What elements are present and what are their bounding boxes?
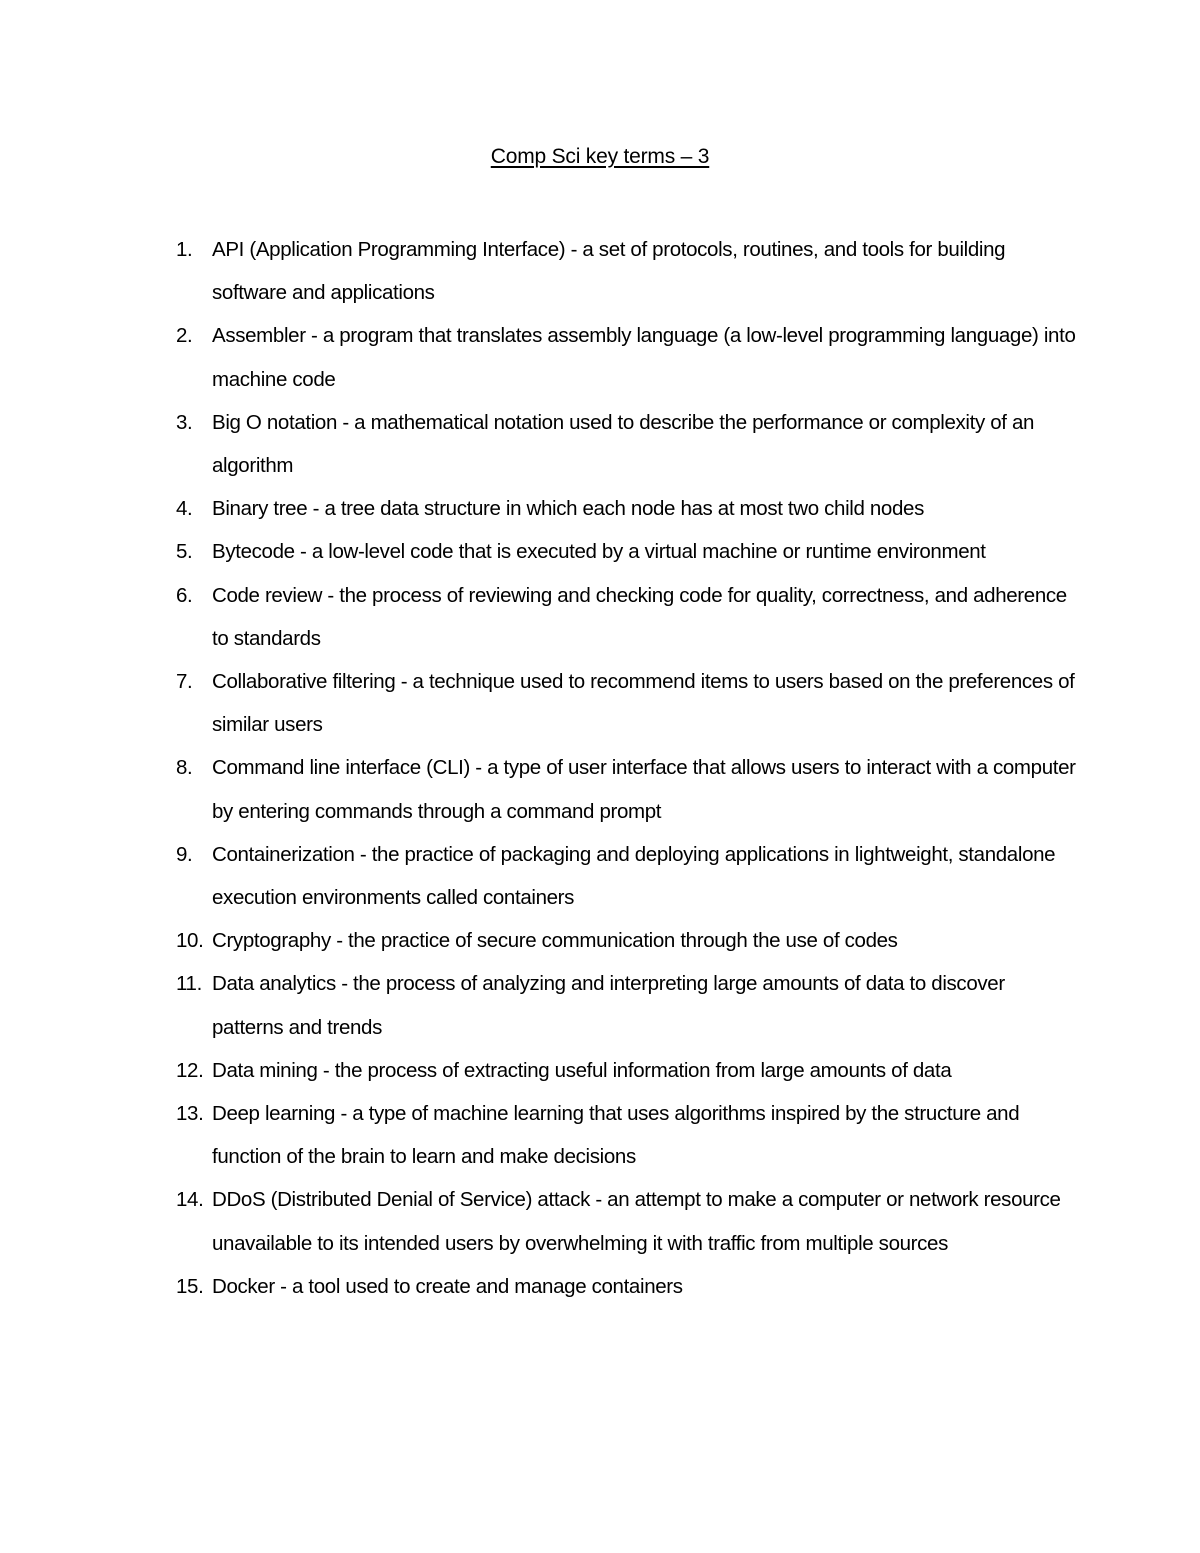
list-item bbox=[176, 401, 1076, 487]
item-text: API (Application Programming Interface) - a set of protocols, routines, and tools for building software and applications bbox=[212, 238, 1006, 305]
list-item bbox=[176, 1265, 1076, 1308]
item-text: Containerization - the practice of packaging and deploying applications in lightweight, standalone execution environments called containers bbox=[212, 842, 1056, 910]
item-text: Collaborative filtering - a technique used to recommend items to users based on the preferences of similar users bbox=[212, 670, 1075, 737]
item-number: 12. bbox=[176, 1058, 204, 1082]
list-item bbox=[176, 1178, 1076, 1264]
item-text: Binary tree - a tree data structure in which each node has at most two child nodes bbox=[212, 497, 924, 521]
list-item bbox=[176, 574, 1076, 660]
item-text: Cryptography - the practice of secure communication through the use of codes bbox=[212, 929, 898, 953]
key-terms-list bbox=[176, 228, 1076, 1308]
item-number: 1. bbox=[176, 238, 193, 261]
item-number: 14. bbox=[176, 1188, 204, 1212]
item-text: DDoS (Distributed Denial of Service) attack - an attempt to make a computer or network resource unavailable to its intended users by overwhelming it with traffic from multiple sources bbox=[212, 1188, 1061, 1255]
item-text: Big O notation - a mathematical notation used to describe the performance or complexity of an algorithm bbox=[212, 410, 1035, 478]
list-item bbox=[176, 833, 1076, 919]
item-number: 2. bbox=[176, 324, 193, 348]
item-number: 13. bbox=[176, 1102, 204, 1126]
item-number: 4. bbox=[176, 497, 193, 521]
list-item bbox=[176, 487, 1076, 530]
item-text: Data mining - the process of extracting useful information from large amounts of data bbox=[212, 1058, 952, 1082]
item-number: 6. bbox=[176, 583, 193, 607]
list-item bbox=[176, 1049, 1076, 1092]
item-number: 11. bbox=[176, 972, 202, 996]
item-text: Data analytics - the process of analyzing and interpreting large amounts of data to discover patterns and trends bbox=[212, 972, 1005, 1039]
list-item bbox=[176, 530, 1076, 573]
item-number: 7. bbox=[176, 670, 193, 694]
item-number: 8. bbox=[176, 756, 193, 780]
list-item bbox=[176, 660, 1076, 746]
item-text: Code review - the process of reviewing and checking code for quality, correctness, and adherence to standards bbox=[212, 583, 1067, 650]
list-item bbox=[176, 746, 1076, 832]
list-item bbox=[176, 919, 1076, 962]
item-text: Command line interface (CLI) - a type of user interface that allows users to interact with a computer by entering commands through a command prompt bbox=[212, 756, 1076, 823]
item-text: Deep learning - a type of machine learning that uses algorithms inspired by the structure and function of the brain to learn and make decisions bbox=[212, 1102, 1020, 1169]
item-number: 9. bbox=[176, 842, 193, 866]
item-text: Docker - a tool used to create and manage containers bbox=[212, 1274, 683, 1298]
item-text: Assembler - a program that translates assembly language (a low-level programming language) into machine code bbox=[212, 324, 1076, 391]
list-item bbox=[176, 962, 1076, 1048]
item-number: 3. bbox=[176, 410, 193, 434]
item-text: Bytecode - a low-level code that is executed by a virtual machine or runtime environment bbox=[212, 540, 986, 564]
item-number: 5. bbox=[176, 540, 193, 564]
document-title: Comp Sci key terms – 3 bbox=[490, 145, 710, 168]
list-item bbox=[176, 314, 1076, 400]
item-number: 10. bbox=[176, 929, 204, 953]
list-item bbox=[176, 228, 1076, 314]
list-item bbox=[176, 1092, 1076, 1178]
item-number: 15. bbox=[176, 1274, 204, 1298]
